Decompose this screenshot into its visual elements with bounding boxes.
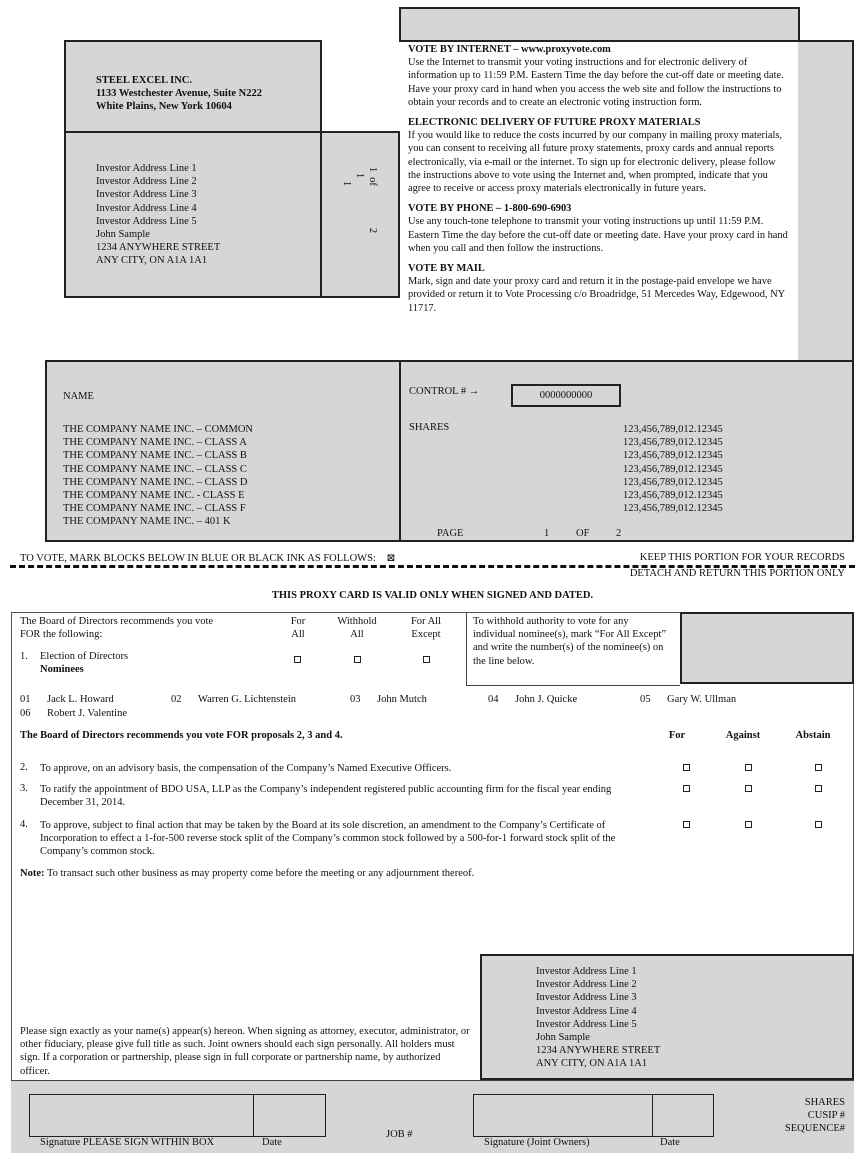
board-recommendation — [20, 615, 213, 641]
investor-address-lines — [96, 162, 220, 268]
page-counter-of: of — [366, 177, 378, 186]
phone-title: VOTE BY PHONE – 1-800-690-6903 — [408, 203, 572, 215]
class-item: THE COMPANY NAME INC. – CLASS B — [63, 450, 247, 462]
company-address-1: 1133 Westchester Avenue, Suite N222 — [96, 88, 262, 100]
nominee-name: John Mutch — [377, 694, 427, 705]
proposal-3-against-checkbox[interactable] — [745, 785, 752, 792]
valid-notice: THIS PROXY CARD IS VALID ONLY WHEN SIGNED AND DATED. — [271, 590, 594, 601]
proposal-text: To approve, on an advisory basis, the compensation of the Company’s Named Executive Officers. — [40, 763, 452, 774]
top-header-box — [399, 7, 800, 42]
investor-address-box — [64, 131, 322, 298]
investor-line: Investor Address Line 2 — [536, 979, 637, 991]
shares-id-label: SHARES — [804, 1097, 845, 1108]
investor-line: ANY CITY, ON A1A 1A1 — [536, 1058, 648, 1070]
proposal-3-abstain-checkbox[interactable] — [815, 785, 822, 792]
page-num: 1 — [544, 528, 550, 539]
company-box — [64, 40, 322, 133]
withhold-all-checkbox[interactable] — [354, 656, 361, 663]
mark-instruction — [20, 552, 395, 564]
nominee-num: 02 — [171, 694, 182, 705]
phone-body: Use any touch-tone telephone to transmit your voting instructions up until 11:59 P.M. Eastern Time the day before the cut-off date or meeting date. Have your proxy card in hand when you call and then follow the instructions. — [408, 216, 788, 254]
share-value: 123,456,789,012.12345 — [623, 437, 723, 449]
page-of-label: OF — [576, 528, 590, 539]
class-item: THE COMPANY NAME INC. - CLASS E — [63, 490, 245, 502]
mail-body: Mark, sign and date your proxy card and return it in the postage-paid envelope we have provided or return it to Vote Processing c/o Broadridge, 51 Mercedes Way, Edgewood, NY 11717. — [408, 276, 785, 314]
nominee-num: 04 — [488, 694, 499, 705]
page-counter-b: 1 — [354, 172, 366, 179]
proposal-num: 3. — [20, 783, 28, 794]
proposal-2-against-checkbox[interactable] — [745, 764, 752, 771]
item1-num: 1. — [20, 651, 28, 662]
proposal-4-against-checkbox[interactable] — [745, 821, 752, 828]
board-rec-line-2: FOR the following: — [20, 629, 103, 641]
investor-line: John Sample — [536, 1032, 590, 1044]
holdings-right-box — [399, 360, 854, 542]
class-item: THE COMPANY NAME INC. – CLASS A — [63, 437, 247, 449]
proposal-2-for-checkbox[interactable] — [683, 764, 690, 771]
proposal-text: To approve, subject to final action that may be taken by the Board at its sole discretion, an amendment to the Company’s Certificate of Incorporation to effect a 1-for-500 reverse stock split of the Company’s common stock followed by a 500-for-1 forward stock split of the Company’s common stock. — [40, 820, 616, 858]
investor-line: Investor Address Line 5 — [96, 215, 197, 227]
joint-owners-label: Signature (Joint Owners) — [484, 1137, 590, 1148]
investor-line: Investor Address Line 1 — [96, 163, 197, 174]
page-label: PAGE — [437, 528, 464, 539]
right-gray-strip — [798, 40, 854, 362]
proposal-num: 4. — [20, 819, 28, 830]
proposal-2-abstain-checkbox[interactable] — [815, 764, 822, 771]
investor-line: Investor Address Line 3 — [96, 189, 197, 201]
withhold-note: To withhold authority to vote for any individual nominee(s), mark “For All Except” and write the number(s) of the nominee(s) on the line below. — [473, 616, 667, 667]
investor-line: Investor Address Line 4 — [536, 1005, 637, 1017]
share-value: 123,456,789,012.12345 — [623, 476, 723, 488]
internet-body: Use the Internet to transmit your voting instructions and for electronic delivery of information up to 11:59 P.M. Eastern Time the day before the cut-off date or meeting date. Have your proxy card in hand when you access the web site and follow the instructions to obtain your records and to create an electronic voting instruction form. — [408, 57, 784, 108]
investor-line: Investor Address Line 5 — [536, 1018, 637, 1030]
share-value: 123,456,789,012.12345 — [623, 503, 723, 515]
board-rec-line-1: The Board of Directors recommends you vote — [20, 616, 214, 627]
nominee-name: Warren G. Lichtenstein — [198, 694, 296, 705]
sequence-label: SEQUENCE# — [784, 1123, 845, 1135]
edelivery-body: If you would like to reduce the costs incurred by our company in mailing proxy materials, you can consent to receiving all future proxy statements, proxy cards and annual reports electronically, via e-mail or the internet. To sign up for electronic delivery, please follow the instructions above to vote using the Internet and, when prompted, indicate that you agree to receive or access proxy materials electronically in future years. — [408, 130, 782, 195]
control-number: 0000000000 — [539, 390, 593, 401]
share-value: 123,456,789,012.12345 — [623, 463, 723, 475]
col-for-all-1: For — [290, 616, 306, 627]
investor-line: 1234 ANYWHERE STREET — [96, 242, 221, 254]
share-value: 123,456,789,012.12345 — [623, 490, 723, 502]
col-for: For — [668, 730, 686, 741]
for-all-except-checkbox[interactable] — [423, 656, 430, 663]
for-all-checkbox[interactable] — [294, 656, 301, 663]
col-for-all — [278, 615, 318, 641]
investor-line: 1234 ANYWHERE STREET — [536, 1045, 661, 1057]
col-except-1: For All — [410, 616, 442, 627]
bottom-investor-address-box — [480, 954, 854, 1080]
joint-date-label: Date — [660, 1137, 680, 1148]
page-counter-c: 1 — [341, 180, 353, 187]
control-label: CONTROL # → — [409, 386, 480, 397]
proposal-num: 2. — [20, 762, 28, 773]
col-for-all-2: All — [291, 629, 305, 641]
class-item: THE COMPANY NAME INC. – CLASS F — [63, 503, 246, 515]
nominee-name: Jack L. Howard — [47, 694, 114, 705]
holdings-left-box — [45, 360, 401, 542]
nominees-label: Nominees — [40, 664, 84, 675]
page-total: 2 — [616, 528, 622, 539]
control-number-box — [511, 384, 621, 407]
investor-line: ANY CITY, ON A1A 1A1 — [96, 255, 208, 267]
signature-label: Signature PLEASE SIGN WITHIN BOX — [40, 1137, 215, 1148]
col-withhold-2: All — [350, 629, 364, 641]
signature-box[interactable] — [29, 1094, 254, 1137]
signature-date-box[interactable] — [253, 1094, 326, 1137]
proposal-4-for-checkbox[interactable] — [683, 821, 690, 828]
investor-line: Investor Address Line 2 — [96, 176, 197, 188]
share-values — [623, 423, 723, 515]
company-name: STEEL EXCEL INC. — [96, 75, 192, 86]
keep-portion-label: KEEP THIS PORTION FOR YOUR RECORDS — [639, 552, 845, 563]
note-text: To transact such other business as may property come before the meeting or any adjournment thereof. — [46, 868, 475, 879]
nominee-name: John J. Quicke — [515, 694, 578, 705]
class-list — [63, 423, 253, 529]
signing-instructions: Please sign exactly as your name(s) appear(s) hereon. When signing as attorney, executor, administrator, or other fiduciary, please give full title as such. Joint owners should each sign personally. All holders must sign. If a corporation or partnership, please sign in full corporate or partnership name, by authorized officer. — [20, 1026, 470, 1077]
proposal-3-for-checkbox[interactable] — [683, 785, 690, 792]
mail-title: VOTE BY MAIL — [408, 263, 485, 275]
nominee-num: 01 — [20, 694, 31, 705]
nominee-num: 06 — [20, 708, 31, 719]
page-counter-box — [320, 131, 400, 298]
class-item: THE COMPANY NAME INC. – CLASS C — [63, 463, 247, 475]
nominee-name: Robert J. Valentine — [47, 708, 128, 719]
nominee-num: 03 — [350, 694, 361, 705]
note-label: Note: — [20, 868, 45, 879]
bottom-investor-lines — [536, 965, 660, 1071]
col-withhold-1: Withhold — [337, 616, 377, 627]
mark-instruction-text: TO VOTE, MARK BLOCKS BELOW IN BLUE OR BLACK INK AS FOLLOWS: — [20, 553, 376, 564]
investor-line: Investor Address Line 1 — [536, 966, 637, 977]
page-counter-d: 2 — [367, 227, 379, 234]
cusip-label: CUSIP # — [807, 1110, 845, 1122]
share-value: 123,456,789,012.12345 — [623, 424, 723, 435]
name-label: NAME — [63, 391, 94, 402]
date-label: Date — [262, 1137, 282, 1148]
marked-box-icon: ⊠ — [386, 553, 396, 564]
col-withhold-all — [332, 615, 382, 641]
edelivery-title: ELECTRONIC DELIVERY OF FUTURE PROXY MATERIALS — [408, 117, 701, 129]
nominee-name: Gary W. Ullman — [667, 694, 737, 705]
joint-signature-box[interactable] — [473, 1094, 653, 1137]
voting-instructions — [408, 43, 788, 315]
detach-return-label: DETACH AND RETURN THIS PORTION ONLY — [629, 568, 845, 579]
company-address-2: White Plains, New York 10604 — [96, 101, 232, 113]
internet-title: VOTE BY INTERNET – www.proxyvote.com — [408, 44, 611, 55]
col-except-2: Except — [411, 629, 441, 641]
nominee-num: 05 — [640, 694, 651, 705]
col-against: Against — [725, 730, 761, 741]
class-item: THE COMPANY NAME INC. – CLASS D — [63, 476, 248, 488]
item1-label: Election of Directors — [40, 651, 129, 662]
identifier-labels — [785, 1096, 845, 1136]
share-value: 123,456,789,012.12345 — [623, 450, 723, 462]
col-for-all-except — [401, 615, 451, 641]
investor-line: Investor Address Line 4 — [96, 202, 197, 214]
page-counter-a: 1 — [367, 166, 379, 173]
proposal-text: To ratify the appointment of BDO USA, LLP as the Company’s independent registered public accounting firm for the fiscal year ending December 31, 2014. — [40, 784, 612, 809]
class-item: THE COMPANY NAME INC. – COMMON — [63, 424, 253, 435]
note — [20, 868, 474, 879]
shares-label: SHARES — [409, 422, 450, 433]
investor-line: Investor Address Line 3 — [536, 992, 637, 1004]
nominee-writein-box — [680, 612, 854, 684]
job-label: JOB # — [386, 1129, 413, 1140]
proposal-4-abstain-checkbox[interactable] — [815, 821, 822, 828]
joint-date-box[interactable] — [652, 1094, 714, 1137]
class-item: THE COMPANY NAME INC. – 401 K — [63, 516, 231, 528]
board-rec-proposals: The Board of Directors recommends you vote FOR proposals 2, 3 and 4. — [20, 730, 343, 741]
col-abstain: Abstain — [795, 730, 831, 741]
investor-line: John Sample — [96, 229, 150, 241]
